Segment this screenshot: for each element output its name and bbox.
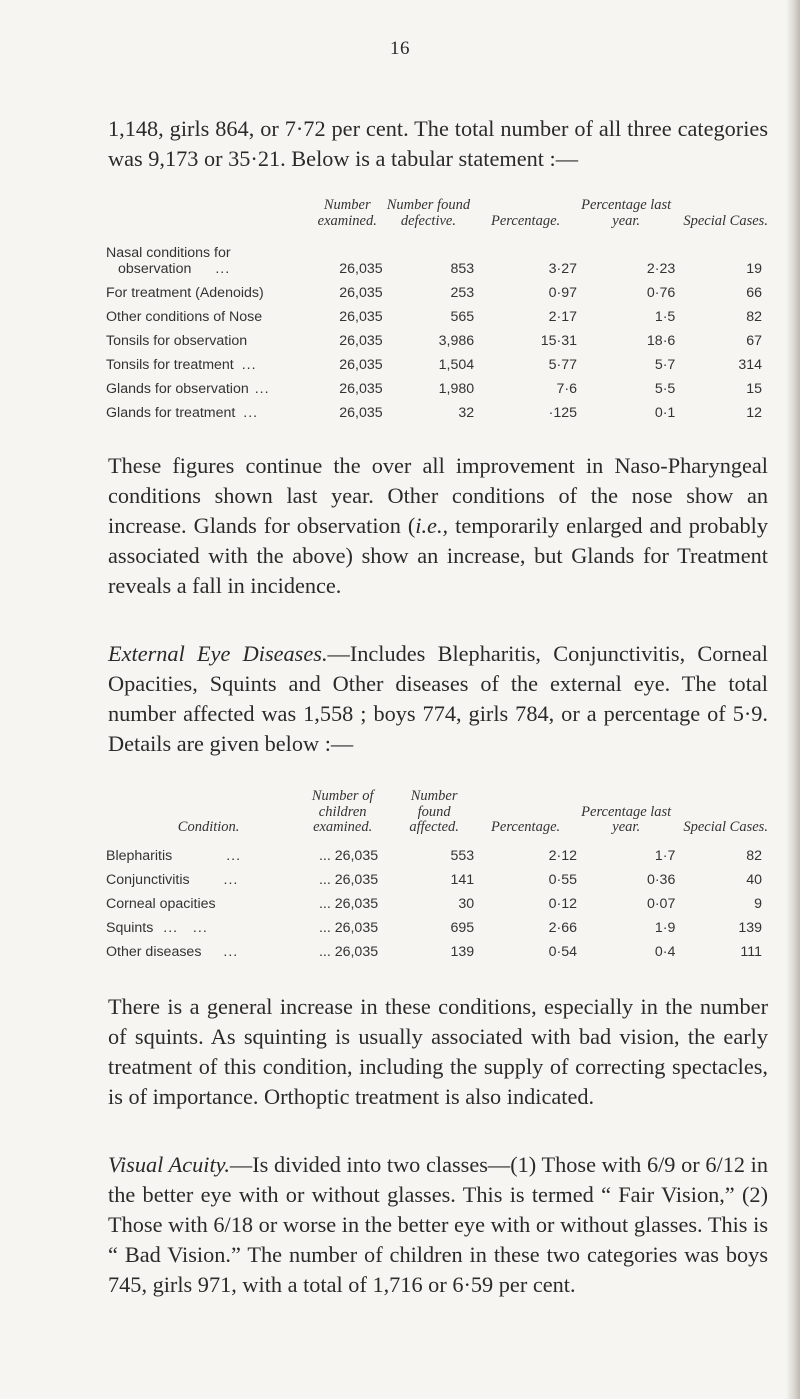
table-row bbox=[106, 912, 776, 936]
section-heading-visual-acuity: Visual Acuity. bbox=[108, 1151, 230, 1177]
row-label: Tonsils for treatment bbox=[106, 357, 234, 373]
cell-percentage-last-year: 18·6 bbox=[646, 333, 676, 349]
header-special-cases: Special Cases. bbox=[683, 819, 768, 835]
cell-percentage: 0·12 bbox=[548, 895, 578, 912]
table-row bbox=[106, 349, 776, 373]
external-eye-table bbox=[106, 789, 776, 960]
leader-dots: ... bbox=[223, 943, 239, 960]
paragraph-text: —Includes Blepharitis, Conjunctivitis, Corneal Opacities, Squints and Other diseases of the external eye. The total number affected was 1,558 ; boys 774, girls 784, or a percentage of 5·9. Details are given below :— bbox=[108, 641, 768, 756]
header-number-found-affected: Number found affected. bbox=[409, 788, 459, 835]
header-condition: Condition. bbox=[177, 819, 240, 835]
header-percentage-last-year: Percentage last year. bbox=[581, 197, 672, 229]
cell-percentage: 5·77 bbox=[548, 357, 578, 373]
leader-dots: ... bbox=[243, 405, 259, 421]
cell-defective: 1,504 bbox=[438, 357, 475, 373]
paragraph-text: —Is divided into two classes—(1) Those with 6/9 or 6/12 in the better eye with or without glasses. This is termed “ Fair Vision,” (2) Those with 6/18 or worse in the better eye with or without glasses. This is “ Bad Vision.” The number of children in these two categories was boys 745, girls 971, with a total of 1,716 or 6·59 per cent. bbox=[108, 1151, 769, 1297]
paragraph-visual-acuity bbox=[108, 1150, 768, 1300]
table-row bbox=[106, 888, 776, 912]
leader-dots: ... bbox=[226, 847, 242, 864]
cell-percentage: 7·6 bbox=[556, 381, 578, 397]
cell-special-cases: 40 bbox=[746, 871, 762, 888]
row-label: Glands for treatment bbox=[106, 405, 236, 421]
row-label: Blepharitis bbox=[106, 847, 173, 864]
cell-affected: 30 bbox=[458, 895, 475, 912]
cell-percentage: 0·54 bbox=[548, 943, 578, 960]
cell-examined: 26,035 bbox=[339, 357, 383, 373]
paragraph-squints: There is a general increase in these conditions, especially in the number of squints. As squinting is usually associated with bad vision, the early treatment of this condition, including the supply of correcting spectacles, is of importance. Orthoptic treatment is also indicated. bbox=[108, 993, 768, 1109]
cell-defective: 3,986 bbox=[438, 333, 475, 349]
cell-affected: 141 bbox=[450, 871, 475, 888]
leader-dots: ... bbox=[215, 261, 231, 277]
leader-dots: ... ... bbox=[163, 919, 208, 936]
row-label: Tonsils for observation bbox=[106, 333, 248, 349]
cell-special-cases: 12 bbox=[746, 405, 762, 421]
cell-examined: ... 26,035 bbox=[318, 919, 379, 936]
row-label: Squints bbox=[106, 919, 154, 936]
cell-special-cases: 66 bbox=[746, 285, 762, 301]
cell-percentage-last-year: 0·36 bbox=[646, 871, 676, 888]
cell-percentage-last-year: 0·76 bbox=[646, 285, 676, 301]
table-row bbox=[106, 840, 776, 864]
cell-percentage-last-year: 1·9 bbox=[654, 919, 676, 936]
cell-examined: ... 26,035 bbox=[318, 943, 379, 960]
header-number-examined: Number examined. bbox=[317, 197, 377, 229]
table-row bbox=[106, 373, 776, 397]
cell-percentage-last-year: 5·5 bbox=[654, 381, 676, 397]
paragraph-text: These figures continue the over all improvement in Naso-Pharyngeal conditions shown last year. Other conditions of the nose show an increase. Glands for observation ( bbox=[108, 453, 768, 538]
table-row bbox=[106, 397, 776, 421]
cell-examined: 26,035 bbox=[339, 261, 383, 277]
cell-special-cases: 139 bbox=[738, 919, 762, 936]
cell-percentage-last-year: 2·23 bbox=[646, 261, 676, 277]
section-heading-external-eye: External Eye Diseases. bbox=[108, 641, 328, 666]
cell-special-cases: 82 bbox=[746, 847, 762, 864]
cell-percentage: 3·27 bbox=[548, 261, 578, 277]
leader-dots: ... bbox=[241, 357, 257, 373]
eye-table-header-row bbox=[106, 789, 776, 840]
cell-defective: 853 bbox=[450, 261, 475, 277]
table-row bbox=[106, 936, 776, 960]
row-label: For treatment (Adenoids) bbox=[106, 285, 264, 301]
ie-abbrev: i.e., bbox=[415, 513, 449, 538]
page-edge-shadow bbox=[786, 0, 800, 1399]
header-percentage-last-year: Percentage last year. bbox=[581, 803, 672, 835]
cell-examined: 26,035 bbox=[339, 285, 383, 301]
cell-examined: ... 26,035 bbox=[318, 847, 379, 864]
page-number: 16 bbox=[390, 38, 410, 59]
paragraph-naso-pharyngeal bbox=[108, 451, 768, 601]
cell-percentage: 2·66 bbox=[548, 919, 578, 936]
row-label: Nasal conditions for bbox=[106, 245, 231, 261]
row-label: Corneal opacities bbox=[106, 895, 216, 912]
header-percentage: Percentage. bbox=[491, 212, 561, 229]
cell-special-cases: 67 bbox=[746, 333, 762, 349]
cell-affected: 553 bbox=[450, 847, 475, 864]
cell-special-cases: 9 bbox=[754, 895, 762, 912]
cell-percentage-last-year: 1·7 bbox=[654, 847, 676, 864]
cell-special-cases: 314 bbox=[738, 357, 762, 373]
cell-percentage: 0·55 bbox=[548, 871, 578, 888]
cell-special-cases: 82 bbox=[746, 309, 762, 325]
header-number-found-defective: Number found defective. bbox=[386, 197, 471, 229]
cell-percentage: 2·12 bbox=[548, 847, 578, 864]
cell-examined: ... 26,035 bbox=[318, 895, 379, 912]
cell-defective: 1,980 bbox=[438, 381, 475, 397]
paragraph-external-eye bbox=[108, 639, 768, 759]
cell-special-cases: 19 bbox=[746, 261, 762, 277]
cell-percentage: 0·97 bbox=[548, 285, 578, 301]
table-row bbox=[106, 864, 776, 888]
document-body bbox=[108, 62, 768, 1300]
cell-defective: 253 bbox=[450, 285, 475, 301]
cell-percentage: 15·31 bbox=[540, 333, 578, 349]
row-label: Glands for observation bbox=[106, 381, 249, 397]
cell-examined: 26,035 bbox=[339, 309, 383, 325]
table-row bbox=[106, 277, 776, 301]
leader-dots: ... bbox=[254, 381, 270, 397]
cell-percentage: ·125 bbox=[548, 405, 578, 421]
table-row bbox=[106, 233, 776, 277]
cell-special-cases: 15 bbox=[746, 381, 762, 397]
row-label: Other diseases bbox=[106, 943, 202, 960]
cell-defective: 565 bbox=[450, 309, 475, 325]
header-special-cases: Special Cases. bbox=[683, 212, 768, 229]
leader-dots: ... bbox=[223, 871, 239, 888]
row-label: observation bbox=[118, 261, 192, 277]
header-number-examined: Number of children examined. bbox=[311, 788, 374, 835]
cell-defective: 32 bbox=[458, 405, 475, 421]
cell-affected: 695 bbox=[450, 919, 475, 936]
cell-percentage-last-year: 0·07 bbox=[646, 895, 676, 912]
cell-examined: 26,035 bbox=[339, 405, 383, 421]
cell-percentage: 2·17 bbox=[548, 309, 578, 325]
row-label: Other conditions of Nose bbox=[106, 309, 263, 325]
cell-examined: 26,035 bbox=[339, 381, 383, 397]
cell-special-cases: 111 bbox=[740, 943, 762, 960]
table-row bbox=[106, 301, 776, 325]
intro-paragraph: 1,148, girls 864, or 7·72 per cent. The total number of all three categories was 9,173 or 35·21. Below is a tabular statement :— bbox=[108, 116, 768, 171]
nasal-conditions-table bbox=[106, 198, 776, 421]
paragraph-text: temporarily enlarged and probably associated with the above) show an increase, but Glands for Treatment reveals a fall in incidence. bbox=[108, 513, 768, 598]
table-row bbox=[106, 325, 776, 349]
header-percentage: Percentage. bbox=[491, 819, 561, 835]
cell-affected: 139 bbox=[450, 943, 475, 960]
cell-examined: ... 26,035 bbox=[318, 871, 379, 888]
nasal-table-header-row bbox=[106, 198, 776, 233]
cell-percentage-last-year: 0·1 bbox=[654, 405, 676, 421]
row-label: Conjunctivitis bbox=[106, 871, 190, 888]
cell-percentage-last-year: 1·5 bbox=[654, 309, 676, 325]
cell-examined: 26,035 bbox=[339, 333, 383, 349]
cell-percentage-last-year: 5·7 bbox=[654, 357, 676, 373]
cell-percentage-last-year: 0·4 bbox=[654, 943, 676, 960]
